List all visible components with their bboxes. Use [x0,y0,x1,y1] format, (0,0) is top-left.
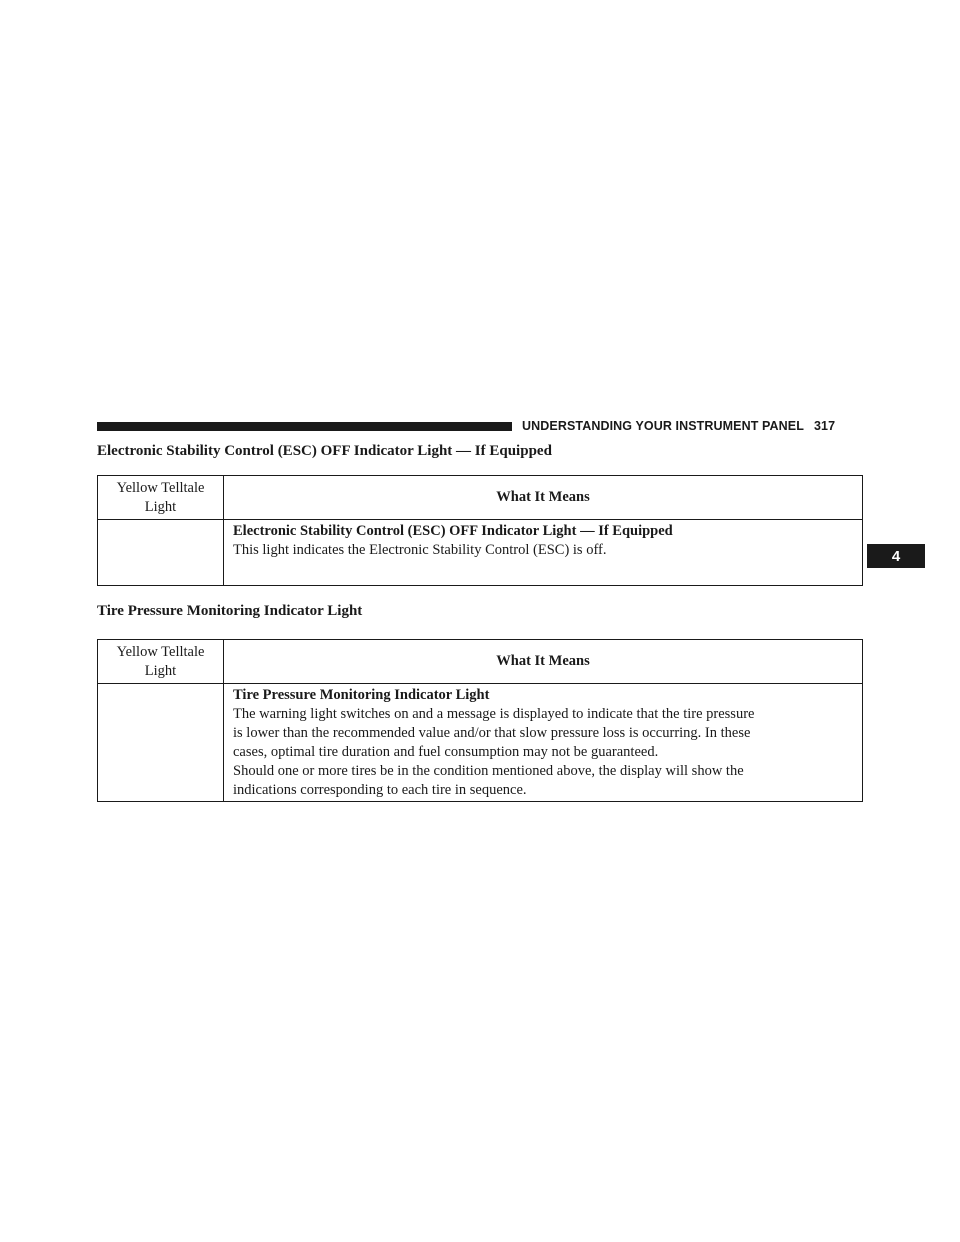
row-text-line: cases, optimal tire duration and fuel consumption may not be guaranteed. [233,744,659,760]
col-header-line: Yellow Telltale [116,479,205,496]
col-header-yellow-telltale [98,476,224,520]
telltale-icon-cell [98,684,224,802]
header-rule [97,422,512,431]
row-title: Electronic Stability Control (ESC) OFF Indicator Light — If Equipped [233,523,673,539]
row-text-line: This light indicates the Electronic Stability Control (ESC) is off. [233,542,607,558]
meaning-cell [224,684,863,802]
table-header-row [98,640,863,684]
section-title-tpms: Tire Pressure Monitoring Indicator Light [97,603,363,619]
table-header-row [98,476,863,520]
col-header-line: Yellow Telltale [116,643,205,660]
col-header-yellow-telltale [98,640,224,684]
col-header-what-it-means: What It Means [224,476,863,520]
row-text-line: indications corresponding to each tire in sequence. [233,782,527,798]
col-header-line: Light [144,498,177,515]
row-title: Tire Pressure Monitoring Indicator Light [233,687,490,703]
esc-off-table [97,475,863,586]
meaning-cell [224,520,863,586]
tpms-table [97,639,863,802]
row-text-line: Should one or more tires be in the condition mentioned above, the display will show the [233,763,744,779]
row-text-line: is lower than the recommended value and/or that slow pressure loss is occurring. In these [233,725,751,741]
col-header-line: Light [144,662,177,679]
page-number: 317 [813,419,836,433]
row-text-line: The warning light switches on and a message is displayed to indicate that the tire pressure [233,706,755,722]
page-header [522,419,835,433]
col-header-what-it-means: What It Means [224,640,863,684]
page-header-title: UNDERSTANDING YOUR INSTRUMENT PANEL [522,419,804,433]
telltale-icon-cell [98,520,224,586]
table-row [98,520,863,586]
table-row [98,684,863,802]
section-title-esc-off: Electronic Stability Control (ESC) OFF Indicator Light — If Equipped [97,443,552,459]
chapter-tab: 4 [867,544,925,568]
